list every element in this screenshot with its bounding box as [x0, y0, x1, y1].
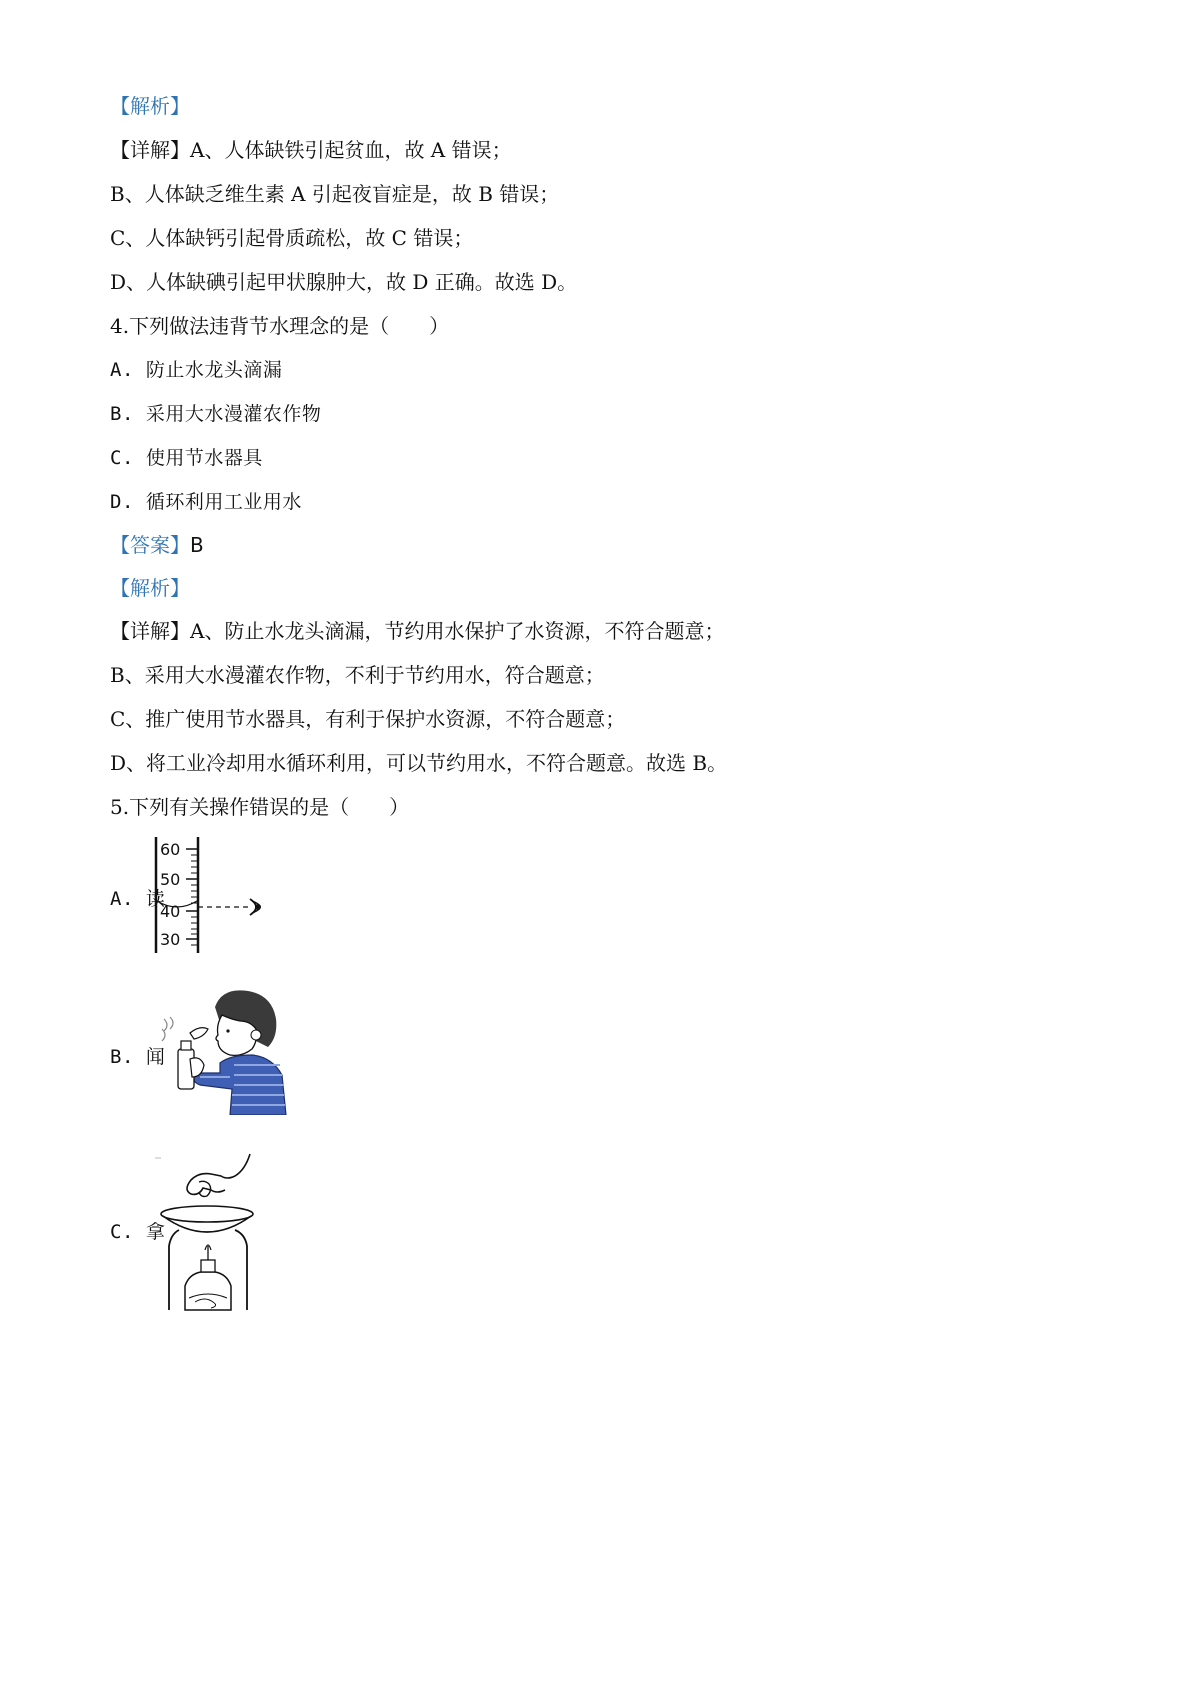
q4-detail-line-1 — [110, 617, 724, 645]
evaporating-dish-figure — [155, 1150, 265, 1315]
q4-option-b: B. 采用大水漫灌农作物 — [110, 403, 322, 425]
q3-detail-text-a: A、人体缺铁引起贫血，故 A 错误； — [190, 138, 512, 162]
scale-label-40: 40 — [160, 902, 181, 921]
q3-detail-line-3: C、人体缺钙引起骨质疏松，故 C 错误； — [110, 226, 474, 250]
q4-option-a: A. 防止水龙头滴漏 — [110, 359, 283, 381]
scale-label-30: 30 — [160, 930, 181, 949]
q5-option-a-label: A. 读 — [110, 888, 166, 910]
q4-option-c: C. 使用节水器具 — [110, 447, 263, 469]
q3-detail-line-1 — [110, 136, 512, 164]
q3-detail-line-4: D、人体缺碘引起甲状腺肿大，故 D 正确。故选 D。 — [110, 270, 578, 294]
graduated-cylinder-figure — [150, 835, 280, 955]
q4-detail-line-2: B、采用大水漫灌农作物，不利于节约用水，符合题意； — [110, 663, 605, 687]
person-smelling-icon — [160, 985, 290, 1115]
q4-detail-text-a: A、防止水龙头滴漏，节约用水保护了水资源，不符合题意； — [190, 619, 725, 643]
q4-detail-line-4: D、将工业冷却用水循环利用，可以节约用水，不符合题意。故选 B。 — [110, 751, 728, 775]
q4-analysis-heading: 【解析】 — [110, 576, 190, 600]
q3-detail-label: 【详解】 — [110, 138, 190, 162]
scale-label-50: 50 — [160, 870, 181, 889]
q3-analysis-heading: 【解析】 — [110, 94, 190, 118]
q4-option-d: D. 循环利用工业用水 — [110, 491, 302, 513]
q4-stem: 4.下列做法违背节水理念的是（ ） — [110, 314, 450, 338]
q5-option-b-label: B. 闻 — [110, 1046, 166, 1068]
q3-detail-line-2: B、人体缺乏维生素 A 引起夜盲症是，故 B 错误； — [110, 182, 560, 206]
hand-dish-icon — [155, 1150, 265, 1315]
graduated-cylinder-icon — [150, 835, 280, 955]
q4-answer-label: 【答案】 — [110, 533, 190, 557]
q5-option-c-label: C. 拿 — [110, 1221, 166, 1243]
q4-detail-line-3: C、推广使用节水器具，有利于保护水资源，不符合题意； — [110, 707, 626, 731]
q5-stem: 5.下列有关操作错误的是（ ） — [110, 795, 410, 819]
q4-answer — [110, 531, 204, 559]
scale-label-60: 60 — [160, 840, 181, 859]
q4-detail-label: 【详解】 — [110, 619, 190, 643]
person-smelling-figure — [160, 985, 290, 1115]
q4-answer-value: B — [190, 533, 204, 557]
